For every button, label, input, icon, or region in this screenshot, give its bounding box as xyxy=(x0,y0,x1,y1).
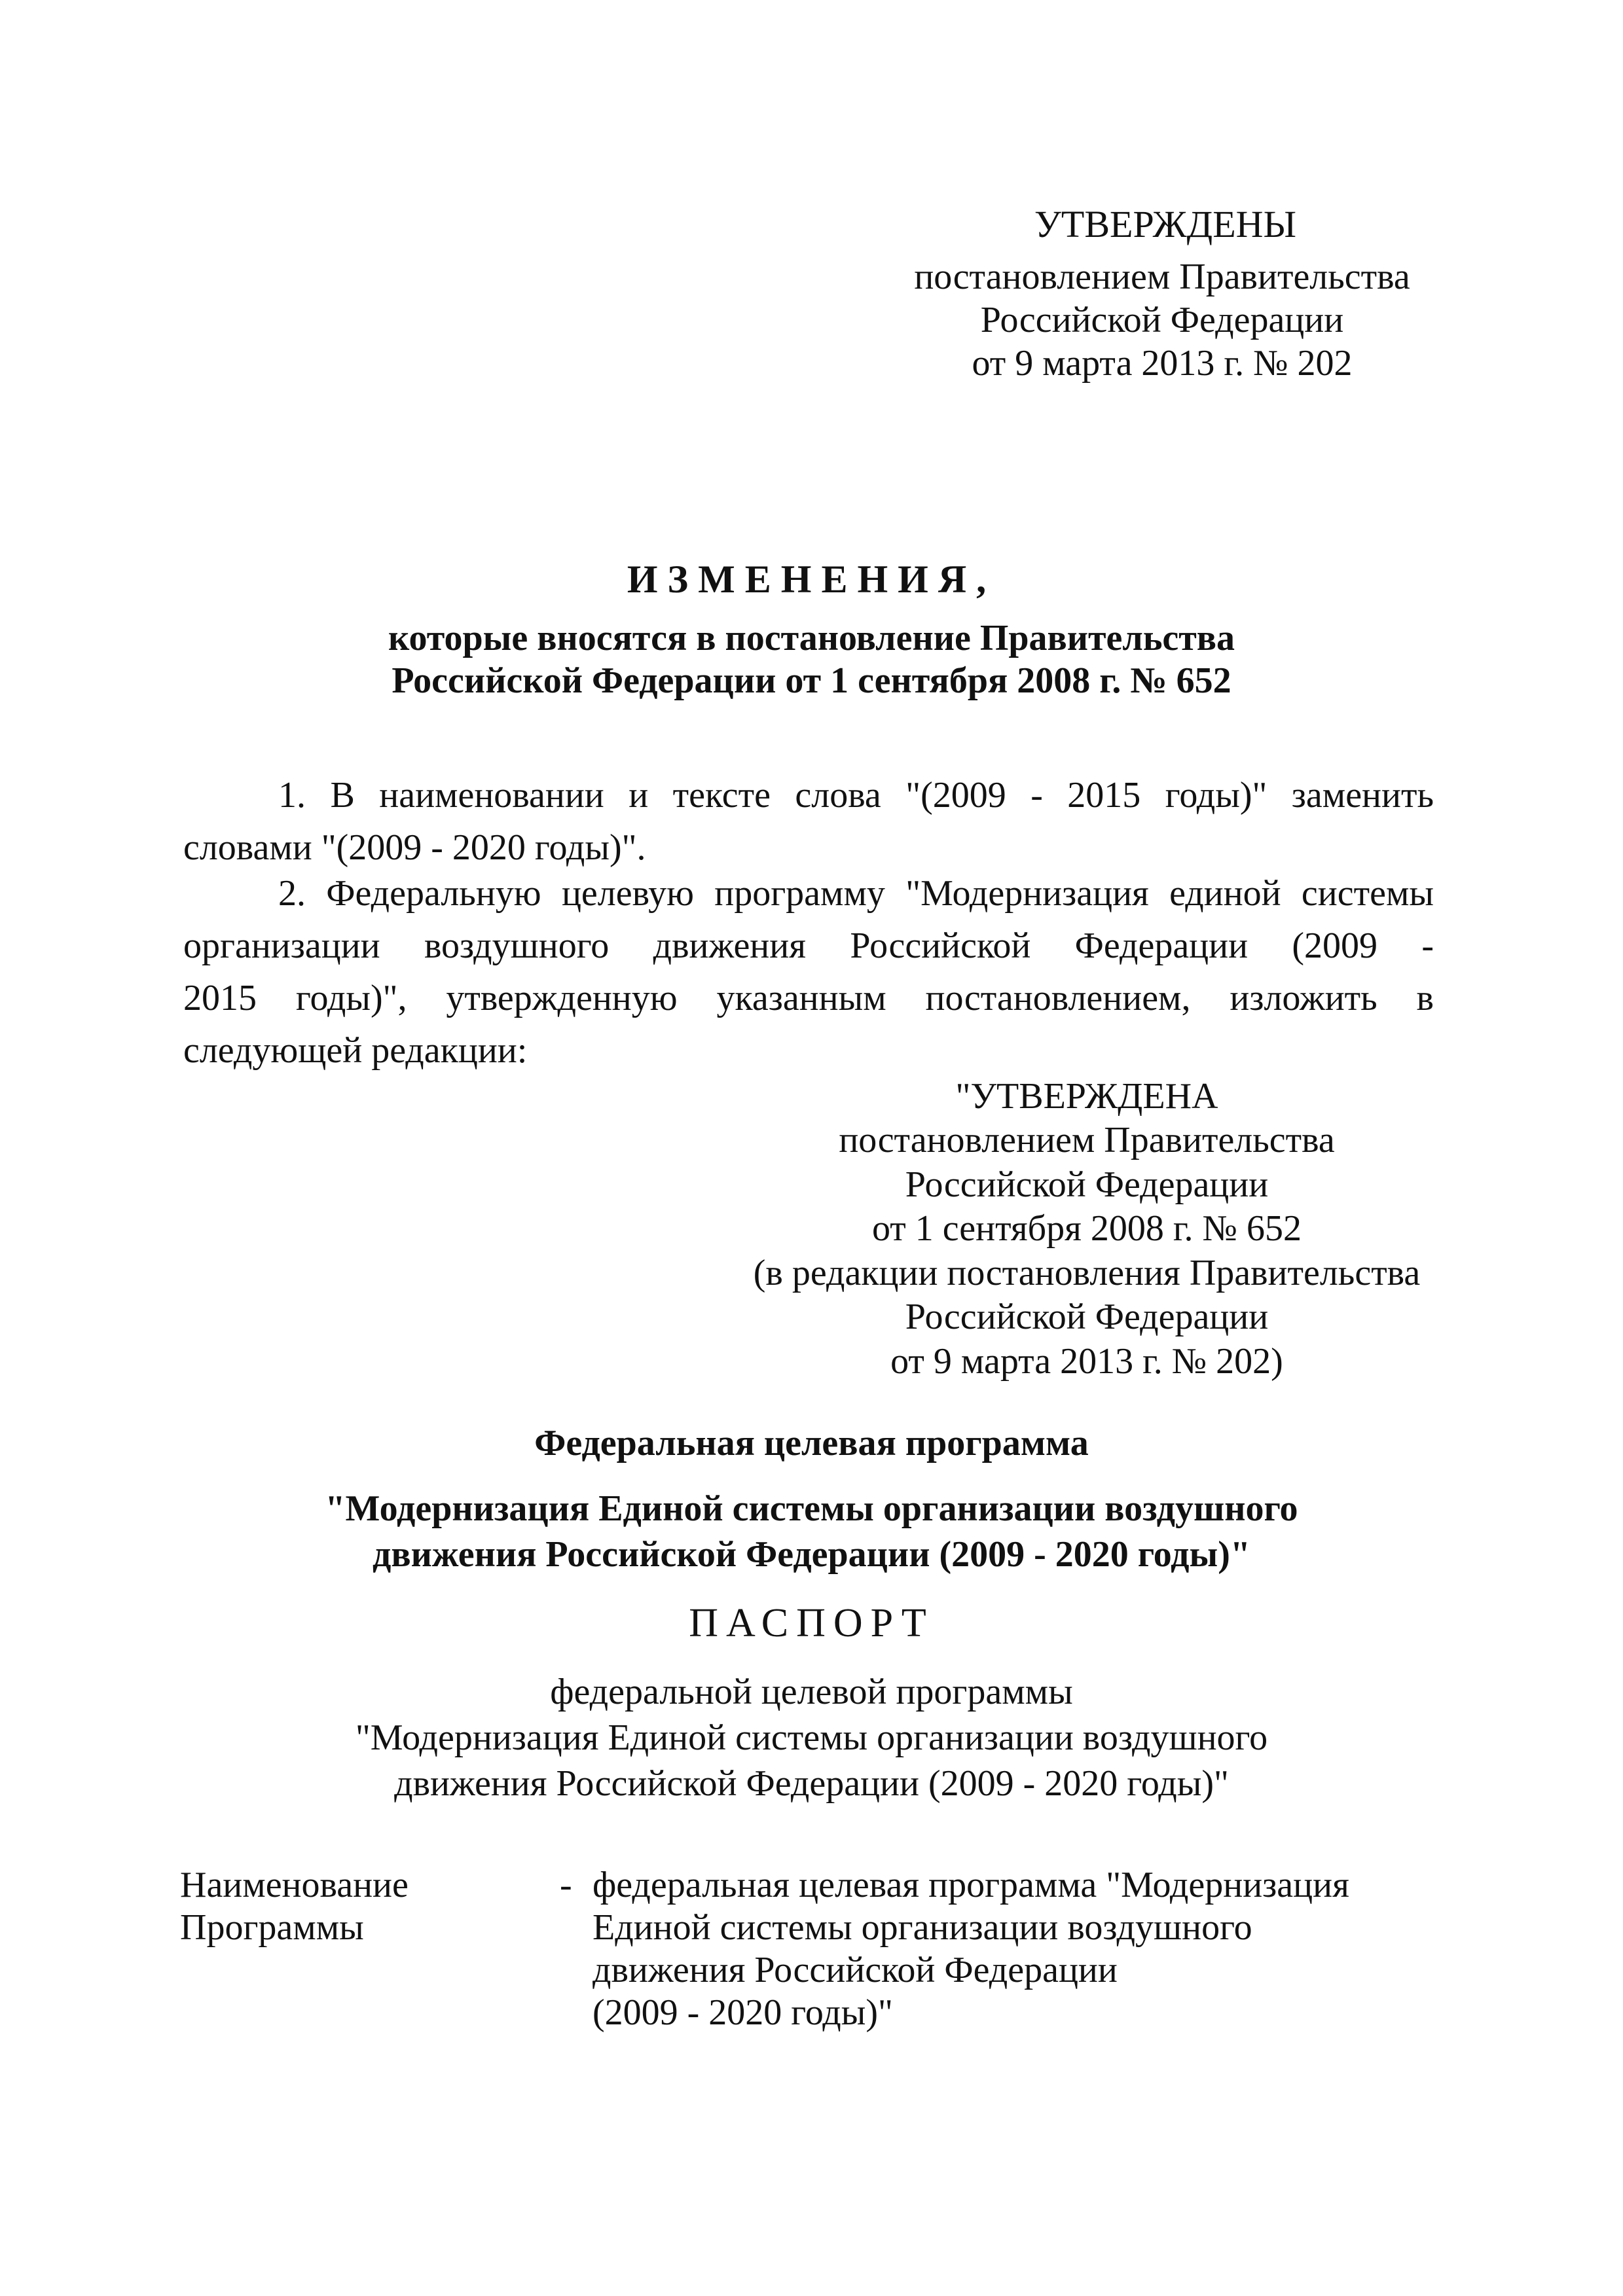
title-subtitle-line-2: Российской Федерации от 1 сентября 2008 г. № 652 xyxy=(392,660,1231,701)
quote-approval-line-6: Российской Федерации xyxy=(905,1297,1269,1337)
approval-line-2: Российской Федерации xyxy=(980,300,1344,340)
table-row-label-line-1: Наименование xyxy=(180,1865,409,1905)
table-row-value-line-2: Единой системы организации воздушного xyxy=(593,1907,1252,1948)
quote-approval-line-5: (в редакции постановления Правительства xyxy=(753,1253,1421,1293)
quote-approval-line-7: от 9 марта 2013 г. № 202) xyxy=(890,1341,1283,1382)
quote-approval-line-4: от 1 сентября 2008 г. № 652 xyxy=(872,1208,1302,1249)
table-row-value-line-3: движения Российской Федерации xyxy=(593,1950,1118,1990)
paragraph-2-line-2: организации воздушного движения Российской Федерации (2009 - xyxy=(183,925,1434,966)
paragraph-2-line-4: следующей редакции: xyxy=(183,1030,528,1071)
passport-subtitle-line-2: "Модернизация Единой системы организации воздушного xyxy=(355,1717,1268,1758)
program-name-line-2: движения Российской Федерации (2009 - 2020 годы)" xyxy=(373,1534,1250,1575)
table-row-label-line-2: Программы xyxy=(180,1907,364,1948)
paragraph-1-line-2: словами "(2009 - 2020 годы)". xyxy=(183,827,646,868)
paragraph-2-line-1: 2. Федеральную целевую программу "Модернизация единой системы xyxy=(278,873,1434,914)
document-title: ИЗМЕНЕНИЯ, xyxy=(627,558,996,601)
quote-approval-line-1: "УТВЕРЖДЕНА xyxy=(955,1076,1218,1117)
approval-line-1: постановлением Правительства xyxy=(914,257,1410,297)
passport-subtitle-line-1: федеральной целевой программы xyxy=(550,1672,1073,1712)
table-row-dash: - xyxy=(560,1865,572,1905)
paragraph-1-line-1: 1. В наименовании и тексте слова "(2009 - 2015 годы)" заменить xyxy=(278,775,1434,816)
paragraph-1 xyxy=(183,769,1434,874)
program-heading: Федеральная целевая программа xyxy=(534,1423,1089,1463)
approval-heading: УТВЕРЖДЕНЫ xyxy=(1034,203,1297,245)
paragraph-2 xyxy=(183,867,1434,1077)
passport-title: ПАСПОРТ xyxy=(689,1601,934,1645)
paragraph-2-line-3: 2015 годы)", утвержденную указанным постановлением, изложить в xyxy=(183,978,1434,1018)
passport-subtitle-line-3: движения Российской Федерации (2009 - 2020 годы)" xyxy=(394,1763,1229,1804)
quote-approval-line-2: постановлением Правительства xyxy=(839,1120,1335,1160)
table-row-value-line-1: федеральная целевая программа "Модернизация xyxy=(593,1865,1349,1905)
table-row-value-line-4: (2009 - 2020 годы)" xyxy=(593,1992,893,2033)
title-subtitle-line-1: которые вносятся в постановление Правительства xyxy=(388,618,1235,658)
program-name-line-1: "Модернизация Единой системы организации воздушного xyxy=(325,1488,1298,1529)
approval-line-3: от 9 марта 2013 г. № 202 xyxy=(972,343,1353,384)
quote-approval-line-3: Российской Федерации xyxy=(905,1164,1269,1205)
